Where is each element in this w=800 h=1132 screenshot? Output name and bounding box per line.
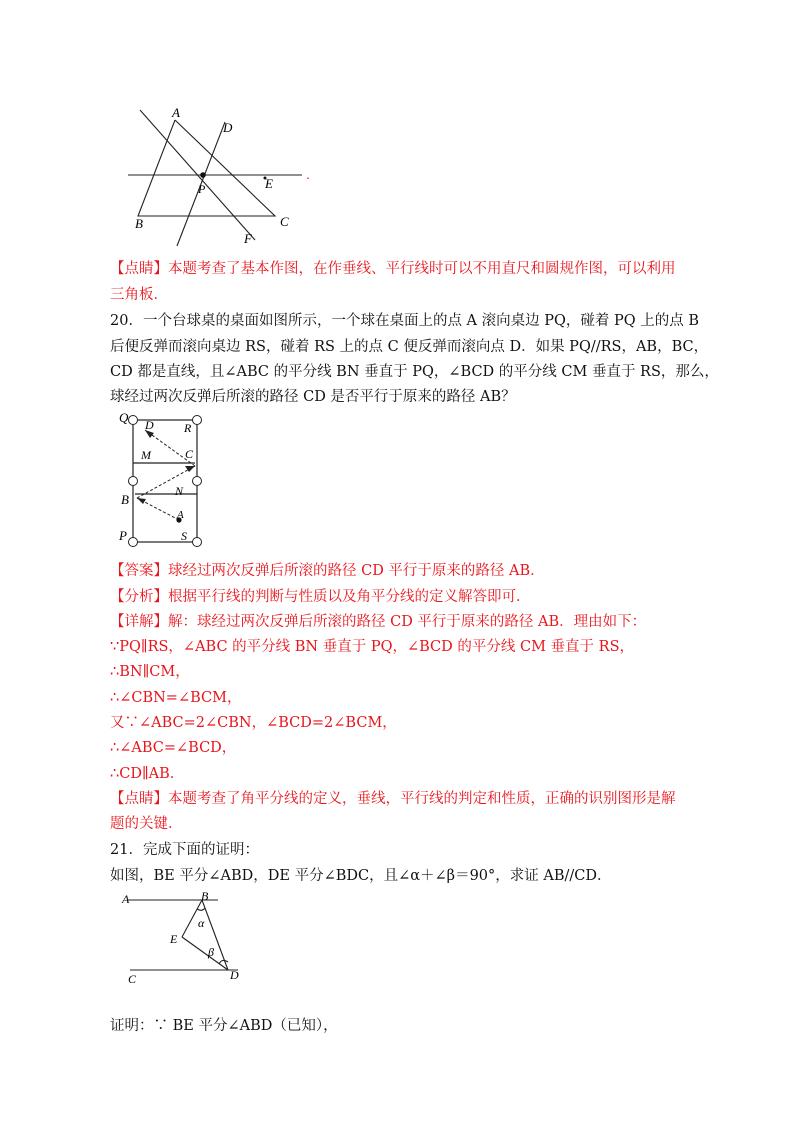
figure-20: [115, 408, 215, 548]
step-3: ∴∠CBN=∠BCM，: [110, 690, 242, 706]
label-B: B: [135, 216, 143, 231]
proof-start: 证明：∵ BE 平分∠ABD（已知），: [110, 1018, 338, 1034]
label-C: C: [128, 972, 137, 986]
question-21-text: 如图，BE 平分∠ABD，DE 平分∠BDC，且∠α＋∠β＝90°，求证 AB//CD．: [110, 868, 612, 884]
label-E: E: [265, 176, 273, 191]
step-5: ∴∠ABC=∠BCD，: [110, 740, 237, 756]
label-N: N: [175, 484, 184, 498]
question-20-line1: 20．一个台球桌的桌面如图所示，一个球在桌面上的点 A 滚向桌边 PQ，碰着 PQ 上的点 B: [110, 313, 700, 329]
step-6: ∴CD∥AB．: [110, 766, 185, 782]
label-C: C: [280, 214, 289, 229]
label-R: R: [184, 421, 192, 435]
step-4: 又∵∠ABC=2∠CBN，∠BCD=2∠BCM，: [110, 715, 397, 731]
question-20-line4: 球经过两次反弹后所滚的路径 CD 是否平行于原来的路径 AB？: [110, 389, 516, 405]
label-beta: β: [208, 945, 214, 959]
question-20-line2: 后便反弹而滚向桌边 RS，碰着 RS 上的点 C 便反弹而滚向点 D．如果 PQ//RS，AB，BC，: [110, 339, 709, 355]
step-1: ∵PQ∥RS，∠ABC 的平分线 BN 垂直于 PQ，∠BCD 的平分线 CM 垂直于 RS，: [110, 639, 635, 655]
label-Q: Q: [119, 410, 129, 425]
step-2: ∴BN∥CM，: [110, 664, 190, 680]
label-D: D: [230, 968, 239, 982]
label-M: M: [141, 448, 151, 462]
label-B: B: [121, 492, 129, 507]
figure-19: [120, 100, 320, 250]
label-F: F: [244, 231, 252, 246]
label-D: D: [145, 418, 154, 432]
answer-20: 【答案】球经过两次反弹后所滚的路径 CD 平行于原来的路径 AB．: [110, 563, 545, 579]
label-A: A: [122, 892, 130, 906]
label-S: S: [181, 529, 187, 543]
label-P: P: [198, 182, 206, 196]
dianjing-20-line1: 【点睛】本题考查了角平分线的定义，垂线，平行线的判定和性质，正确的识别图形是解: [110, 791, 676, 807]
dianjing-19-line1: 【点睛】本题考查了基本作图，在作垂线、平行线时可以不用直尺和圆规作图，可以利用: [110, 261, 676, 277]
label-E: E: [170, 932, 178, 946]
dianjing-19-line2: 三角板．: [110, 287, 168, 303]
figure-21: [118, 890, 258, 990]
label-A: A: [172, 105, 180, 120]
label-A: A: [177, 509, 184, 521]
label-P: P: [119, 528, 127, 543]
label-C: C: [185, 447, 194, 461]
analysis-20: 【分析】根据平行线的判断与性质以及角平分线的定义解答即可．: [110, 589, 531, 605]
detail-20: 【详解】解：球经过两次反弹后所滚的路径 CD 平行于原来的路径 AB．理由如下：: [110, 614, 647, 630]
question-20-line3: CD 都是直线，且∠ABC 的平分线 BN 垂直于 PQ，∠BCD 的平分线 CM 垂直于 RS，那么，: [110, 364, 719, 380]
question-21-title: 21．完成下面的证明：: [110, 842, 259, 858]
label-D: D: [223, 120, 233, 135]
label-alpha: α: [198, 916, 205, 930]
dianjing-tag: 【点睛】: [110, 261, 168, 277]
label-B: B: [201, 889, 209, 903]
dianjing-20-line2: 题的关键．: [110, 816, 183, 832]
